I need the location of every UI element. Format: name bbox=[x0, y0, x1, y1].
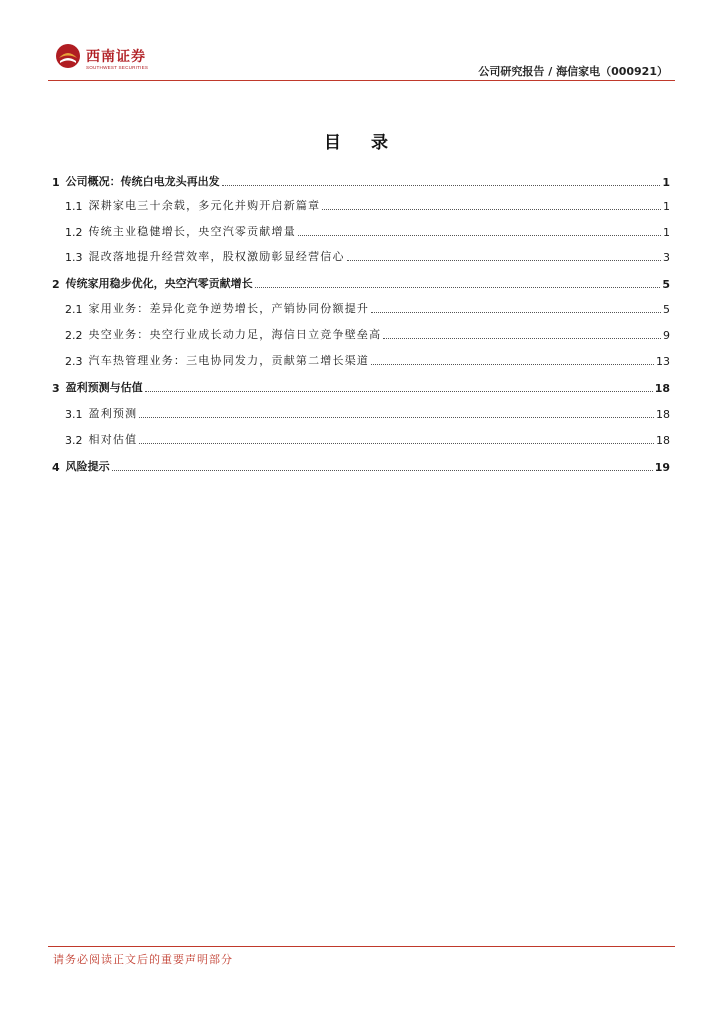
toc-entry-page: 5 bbox=[662, 278, 670, 291]
toc-leader-dots bbox=[255, 287, 661, 288]
toc-entry-number: 2 bbox=[52, 278, 60, 291]
toc-entry-title: 央空业务：央空行业成长动力足，海信日立竞争壁垒高 bbox=[88, 328, 382, 341]
toc-entry[interactable] bbox=[52, 167, 670, 189]
toc-leader-dots bbox=[139, 443, 654, 444]
toc-leader-dots bbox=[222, 185, 661, 186]
toc-entry-page: 5 bbox=[663, 303, 670, 316]
toc-leader-dots bbox=[371, 364, 654, 365]
page-header bbox=[0, 0, 724, 82]
toc-entry-title: 汽车热管理业务：三电协同发力，贡献第二增长渠道 bbox=[88, 354, 370, 367]
toc-entry[interactable] bbox=[65, 425, 670, 447]
toc-entry[interactable] bbox=[52, 452, 670, 474]
toc-entry-number: 3.2 bbox=[65, 434, 83, 447]
toc-entry-page: 1 bbox=[663, 200, 670, 213]
toc-entry-number: 1.2 bbox=[65, 226, 83, 239]
toc-entry-title: 传统家用稳步优化，央空汽零贡献增长 bbox=[65, 277, 253, 290]
toc-entry-page: 3 bbox=[663, 251, 670, 264]
toc-entry-number: 2.1 bbox=[65, 303, 83, 316]
toc-entry-page: 18 bbox=[654, 382, 670, 395]
toc-entry-title: 盈利预测与估值 bbox=[65, 381, 143, 394]
toc-entry-number: 1.3 bbox=[65, 251, 83, 264]
footer-divider bbox=[48, 946, 675, 947]
toc-entry[interactable] bbox=[52, 373, 670, 395]
toc-entry-number: 2.3 bbox=[65, 355, 83, 368]
toc-entry-title: 家用业务：差异化竞争逆势增长，产销协同份额提升 bbox=[88, 302, 370, 315]
logo-text-en: SOUTHWEST SECURITIES bbox=[86, 65, 149, 70]
toc-entry[interactable] bbox=[65, 242, 670, 264]
toc-title: 目 录 bbox=[324, 133, 400, 153]
toc-entry-page: 13 bbox=[656, 355, 670, 368]
toc-leader-dots bbox=[112, 470, 653, 471]
toc-entry[interactable] bbox=[65, 191, 670, 213]
toc-entry-number: 1 bbox=[52, 176, 60, 189]
toc-leader-dots bbox=[139, 417, 654, 418]
toc-entry-page: 19 bbox=[654, 461, 670, 474]
toc-entry-title: 风险提示 bbox=[65, 460, 110, 473]
toc-entry-title: 传统主业稳健增长，央空汽零贡献增量 bbox=[88, 225, 296, 238]
toc-entry-title: 相对估值 bbox=[88, 433, 138, 446]
footer-disclaimer: 请务必阅读正文后的重要声明部分 bbox=[53, 953, 233, 966]
toc-entry[interactable] bbox=[52, 269, 670, 291]
toc-entry-title: 公司概况：传统白电龙头再出发 bbox=[65, 175, 220, 188]
toc-entry-number: 3.1 bbox=[65, 408, 83, 421]
toc-entry-title: 深耕家电三十余载，多元化并购开启新篇章 bbox=[88, 199, 321, 212]
toc-entry-page: 1 bbox=[662, 176, 670, 189]
header-divider bbox=[48, 80, 675, 81]
toc-leader-dots bbox=[383, 338, 661, 339]
toc-leader-dots bbox=[145, 391, 653, 392]
toc-entry-number: 1.1 bbox=[65, 200, 83, 213]
logo-text-cn: 西南证券 bbox=[86, 49, 146, 65]
toc-leader-dots bbox=[347, 260, 661, 261]
toc-entry-title: 盈利预测 bbox=[88, 407, 138, 420]
toc-leader-dots bbox=[322, 209, 661, 210]
toc-entry-title: 混改落地提升经营效率，股权激励彰显经营信心 bbox=[88, 250, 345, 263]
toc-leader-dots bbox=[298, 235, 661, 236]
report-title: 公司研究报告 / 海信家电（000921） bbox=[478, 65, 668, 78]
toc-entry-number: 4 bbox=[52, 461, 60, 474]
toc-leader-dots bbox=[371, 312, 661, 313]
toc-entry[interactable] bbox=[65, 294, 670, 316]
toc-entry-number: 3 bbox=[52, 382, 60, 395]
company-logo bbox=[55, 43, 175, 75]
toc-entry[interactable] bbox=[65, 346, 670, 368]
toc-entry-page: 18 bbox=[656, 408, 670, 421]
toc-entry[interactable] bbox=[65, 217, 670, 239]
brand-sun-icon bbox=[55, 43, 81, 69]
toc-entry-page: 18 bbox=[656, 434, 670, 447]
toc-entry[interactable] bbox=[65, 320, 670, 342]
toc-entry-page: 1 bbox=[663, 226, 670, 239]
toc-entry-number: 2.2 bbox=[65, 329, 83, 342]
toc-entry-page: 9 bbox=[663, 329, 670, 342]
toc-entry[interactable] bbox=[65, 399, 670, 421]
